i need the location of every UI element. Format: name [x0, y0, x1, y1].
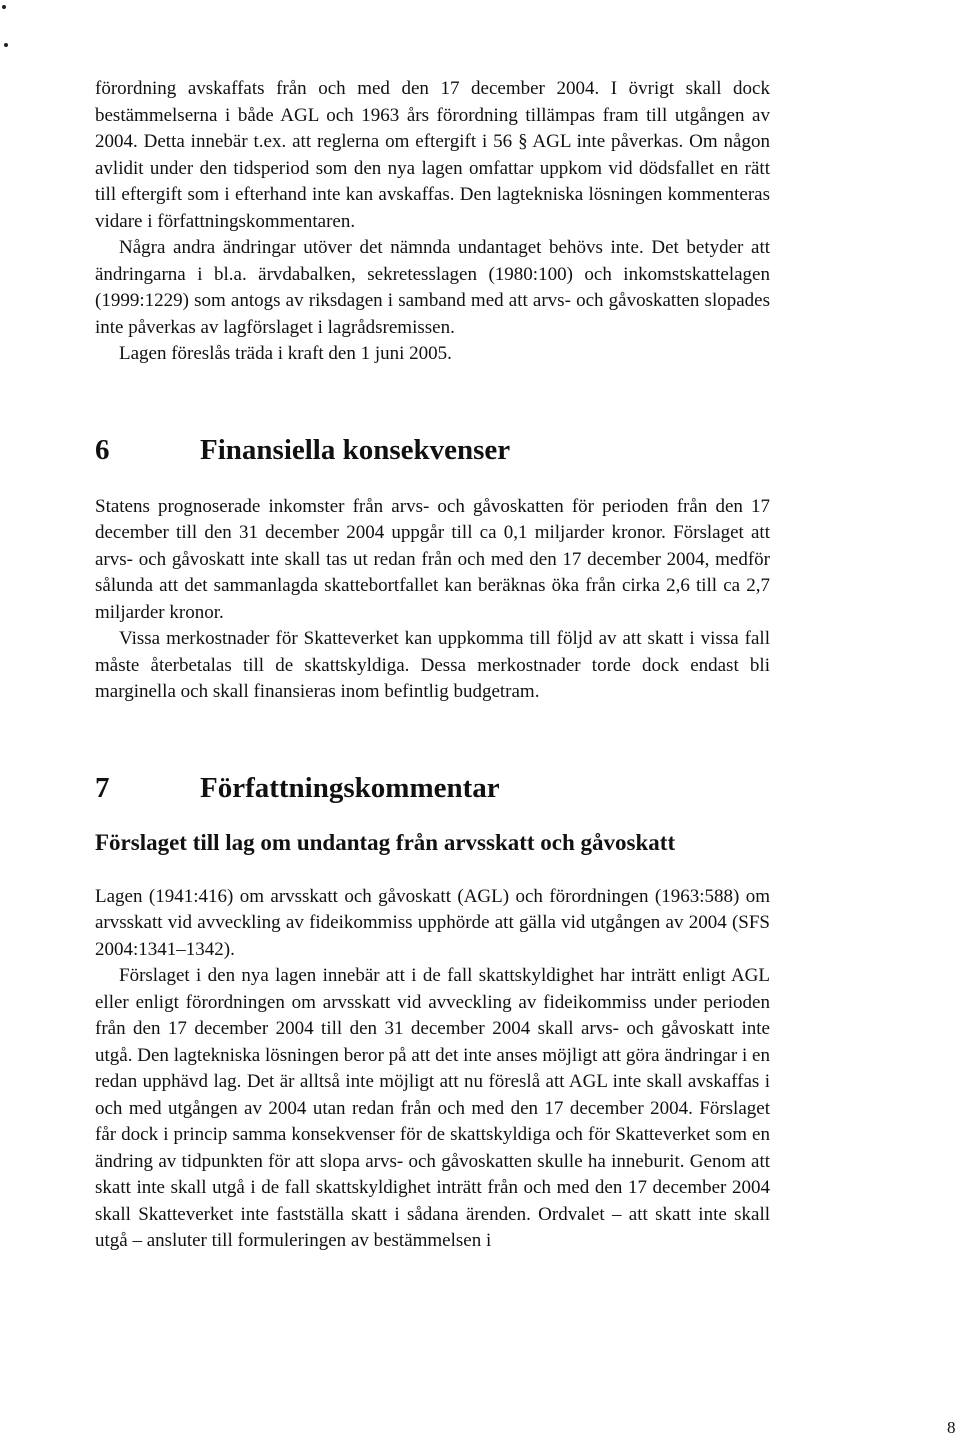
section-number: 6: [95, 433, 110, 466]
intro-section: [95, 76, 770, 368]
body-paragraph: Några andra ändringar utöver det nämnda undantaget behövs inte. Det betyder att ändringarna i bl.a. ärvdabalken, sekretesslagen (1980:100) och inkomstskattelagen (1999:1229) som antogs av riksdagen i samband med att arvs- och gåvoskatten slopades inte påverkas av lagförslaget i lagrådsremissen.: [95, 237, 770, 338]
body-paragraph: Lagen (1941:416) om arvsskatt och gåvoskatt (AGL) och förordningen (1963:588) om arvsskatt vid avveckling av fideikommiss upphörde att gälla vid utgången av 2004 (SFS 2004:1341–1342).: [95, 885, 770, 960]
body-paragraph: Förslaget i den nya lagen innebär att i de fall skattskyldighet har inträtt enligt AGL eller enligt förordningen om arvsskatt vid avveckling av fideikommiss under perioden från den 17 december 2004 till den 31 december 2004 skall arvs- och gåvoskatt inte utgå. Den lagtekniska lösningen beror på att det inte anses möjligt att göra ändringar i en redan upphävd lag. Det är alltså inte möjligt att nu föreslå att AGL inte skall avskaffas i och med utgången av 2004 utan redan från och med den 17 december 2004. Förslaget får dock i princip samma konsekvenser för de skattskyldiga och för Skatteverket som en ändring av tidpunkten för att slopa arvs- och gåvoskatten skulle ha inneburit. Genom att skatt inte skall utgå i de fall skattskyldighet inträtt från och med den 17 december 2004 skall Skatteverket inte fastställa skatt i sådana ärenden. Ordvalet – att skatt inte skall utgå – ansluter till formuleringen av bestämmelsen i: [95, 965, 770, 1251]
section-finansiella-konsekvenser: [95, 432, 770, 706]
document-body: [95, 76, 770, 1255]
scan-speck: [2, 5, 6, 9]
section-title: Författningskommentar: [200, 771, 500, 804]
section-heading: [95, 770, 770, 806]
section-title: Finansiella konsekvenser: [200, 433, 511, 466]
body-paragraph: Lagen föreslås träda i kraft den 1 juni 2005.: [119, 343, 452, 364]
section-forfattningskommentar: [95, 770, 770, 1255]
scan-speck: [4, 43, 8, 47]
body-paragraph: förordning avskaffats från och med den 17 december 2004. I övrigt skall dock bestämmelserna i både AGL och 1963 års förordning tillämpas fram till utgången av 2004. Detta innebär t.ex. att reglerna om eftergift i 56 § AGL inte påverkas. Om någon avlidit under den tidsperiod som den nya lagen omfattar uppkom vid dödsfallet en rätt till eftergift som i efterhand inte kan avskaffas. Den lagtekniska lösningen kommenteras vidare i författningskommentaren.: [95, 78, 770, 232]
subsection-heading: Förslaget till lag om undantag från arvsskatt och gåvoskatt: [95, 829, 676, 855]
body-paragraph: Statens prognoserade inkomster från arvs- och gåvoskatten för perioden från den 17 december till den 31 december 2004 uppgår till ca 0,1 miljarder kronor. Förslaget att arvs- och gåvoskatt inte skall tas ut redan från och med den 17 december 2004, medför sålunda att det sammanlagda skattebortfallet kan beräknas öka från cirka 2,6 till ca 2,7 miljarder kronor.: [95, 495, 770, 623]
section-number: 7: [95, 771, 110, 804]
body-paragraph: Vissa merkostnader för Skatteverket kan uppkomma till följd av att skatt i vissa fall måste återbetalas till de skattskyldiga. Dessa merkostnader torde dock endast bli marginella och skall finansieras inom befintlig budgetram.: [95, 628, 770, 702]
page-number: 8: [947, 1418, 956, 1437]
section-heading: [95, 432, 770, 468]
